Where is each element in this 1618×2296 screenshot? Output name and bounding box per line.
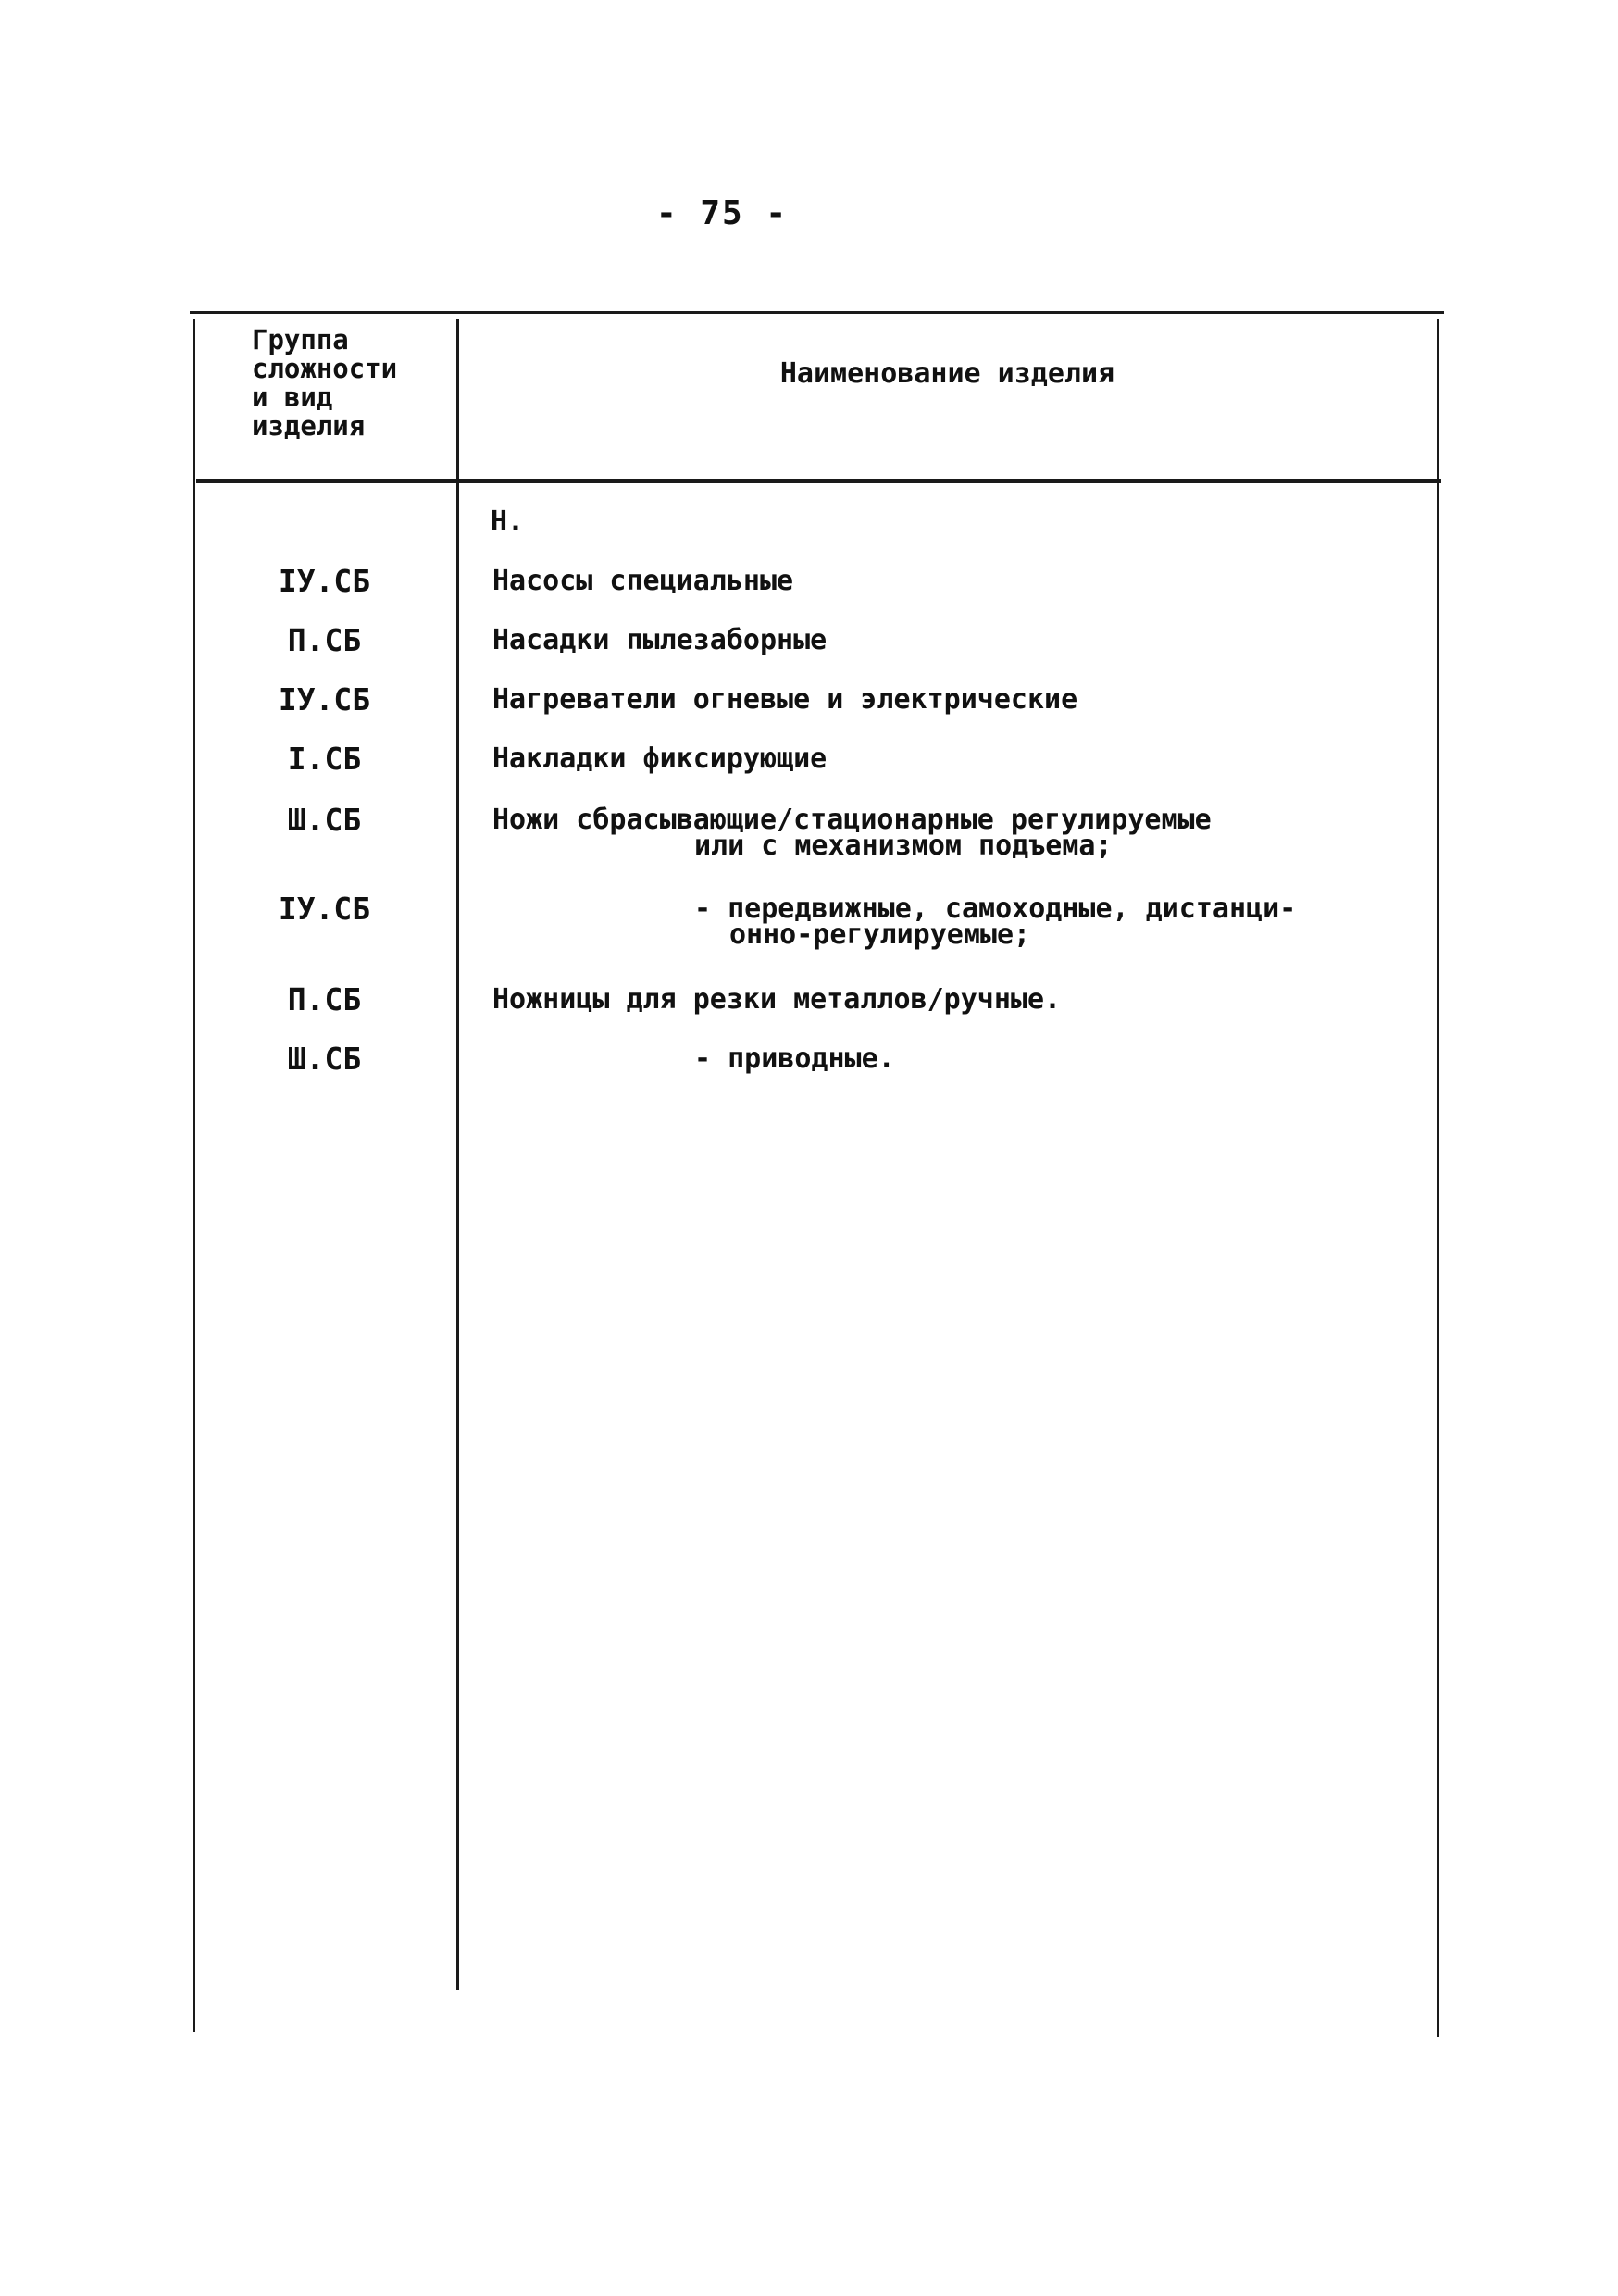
row-name-line: онно-регулируемые; bbox=[729, 918, 1031, 951]
table-column-divider bbox=[456, 319, 459, 1990]
section-letter: Н. bbox=[491, 505, 525, 538]
row-name-cell: - приводные. bbox=[694, 1042, 895, 1075]
row-group-cell: I.СБ bbox=[287, 741, 362, 777]
table-left-border bbox=[193, 319, 195, 2032]
row-name-cell: Накладки фиксирующие bbox=[492, 742, 828, 775]
row-name-cell: Ножницы для резки металлов/ручные. bbox=[492, 983, 1062, 1016]
row-name-cell bbox=[492, 804, 1212, 862]
column-header-name: Наименование изделия bbox=[779, 357, 1115, 390]
row-name-cell: Насосы специальные bbox=[492, 565, 794, 597]
table-top-rule bbox=[190, 311, 1444, 314]
row-name-cell: Нагреватели огневые и электрические bbox=[492, 683, 1078, 716]
table-right-border bbox=[1437, 319, 1439, 2037]
row-group-cell: Ш.СБ bbox=[287, 802, 362, 838]
column-header-group-line: изделия bbox=[252, 410, 366, 442]
row-name-cell bbox=[694, 892, 1297, 951]
row-name-line: или с механизмом подъема; bbox=[694, 830, 1113, 862]
row-group-cell: Ш.СБ bbox=[287, 1041, 362, 1077]
column-header-group bbox=[252, 326, 446, 441]
row-group-cell: IУ.СБ bbox=[278, 681, 371, 718]
row-group-cell: IУ.СБ bbox=[278, 891, 371, 927]
column-header-group-line: Группа bbox=[252, 324, 349, 356]
row-name-cell: Насадки пылезаборные bbox=[492, 624, 828, 656]
row-group-cell: IУ.СБ bbox=[278, 563, 371, 599]
table-header-rule bbox=[196, 479, 1441, 483]
row-name-line: Ножи сбрасывающие/стационарные регулируемые bbox=[492, 804, 1212, 836]
page-number: - 75 - bbox=[655, 194, 789, 232]
column-header-group-line: и вид bbox=[252, 381, 333, 413]
row-group-cell: П.СБ bbox=[287, 622, 362, 658]
column-header-group-line: сложности bbox=[252, 353, 398, 384]
row-group-cell: П.СБ bbox=[287, 981, 362, 1017]
row-name-line: - передвижные, самоходные, дистанци- bbox=[694, 892, 1297, 925]
